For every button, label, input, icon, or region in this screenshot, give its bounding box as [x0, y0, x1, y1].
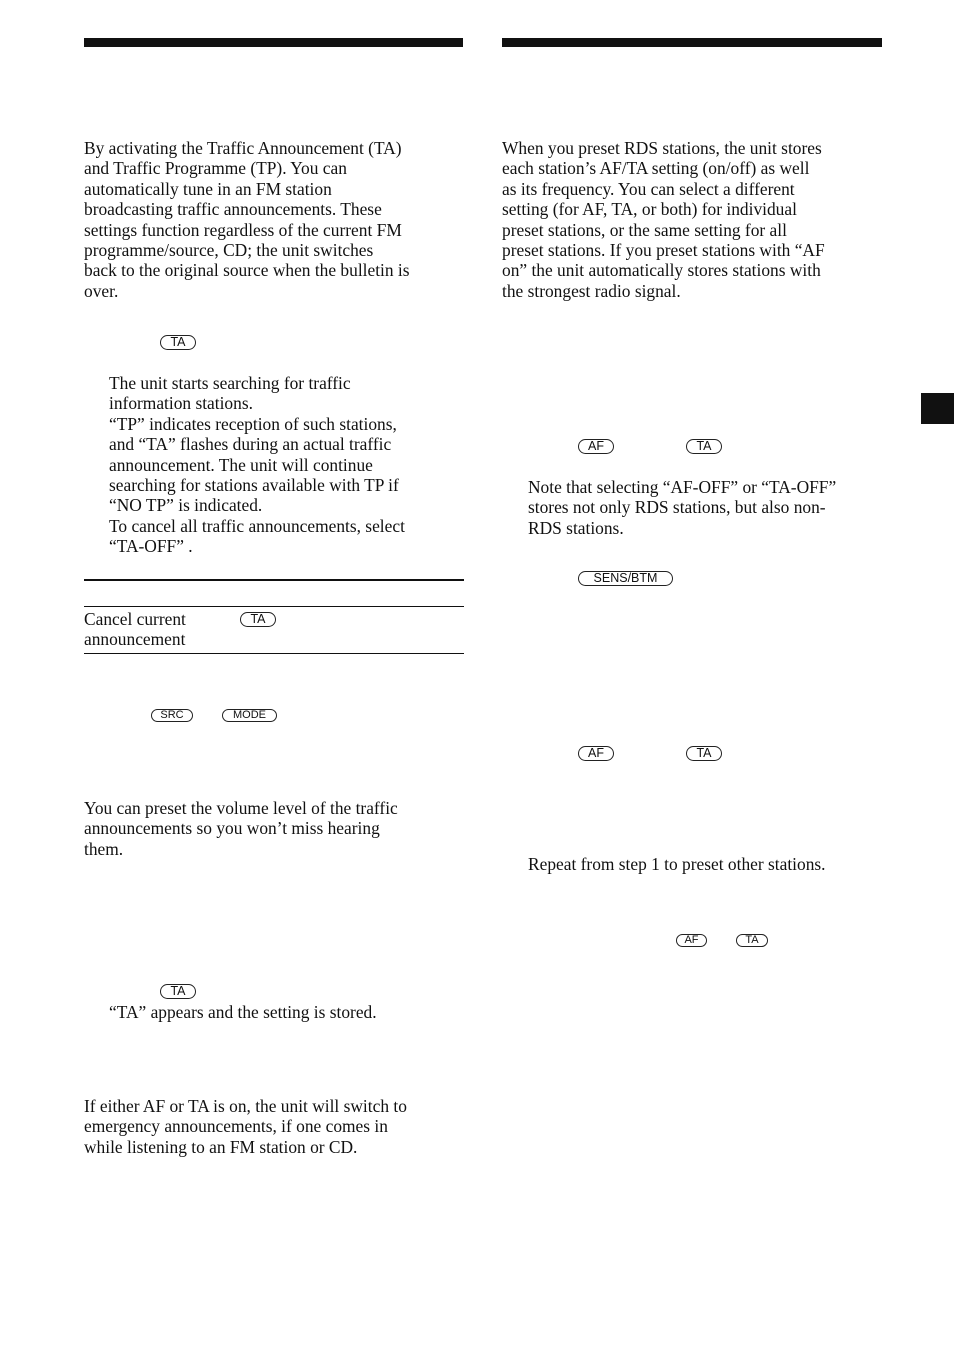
text-line: announcement. The unit will continue	[109, 454, 373, 475]
text-line: and “TA” flashes during an actual traffic	[109, 434, 392, 455]
af-button-icon: AF	[676, 934, 707, 947]
af-button-icon: AF	[578, 439, 614, 454]
text-line: searching for stations available with TP if	[109, 475, 399, 496]
right-heading-bar	[502, 38, 882, 47]
text-line: and Traffic Programme (TP). You can	[84, 158, 347, 179]
ta-button-icon: TA	[736, 934, 768, 947]
text-line: preset stations. If you preset stations with “AF	[502, 240, 825, 261]
text-line: “TA-OFF” .	[109, 536, 193, 557]
text-line: setting (for AF, TA, or both) for individual	[502, 199, 797, 220]
text-line: RDS stations.	[528, 517, 624, 538]
text-line: programme/source, CD; the unit switches	[84, 240, 374, 261]
text-line: To cancel all traffic announcements, select	[109, 515, 405, 536]
text-line: preset stations, or the same setting for all	[502, 219, 787, 240]
af-button-icon: AF	[578, 746, 614, 761]
text-line: back to the original source when the bulletin is	[84, 260, 410, 281]
chapter-tab	[921, 393, 954, 424]
text-line: emergency announcements, if one comes in	[84, 1116, 388, 1137]
text-line: “TP” indicates reception of such stations,	[109, 413, 397, 434]
left-heading-bar	[84, 38, 463, 47]
text-line: The unit starts searching for traffic	[109, 373, 351, 393]
text-line: the strongest radio signal.	[502, 280, 681, 301]
text-line: them.	[84, 838, 124, 859]
text-line: If either AF or TA is on, the unit will switch to	[84, 1096, 407, 1116]
text-line: over.	[84, 280, 119, 301]
text-line: automatically tune in an FM station	[84, 178, 332, 199]
ta-button-icon: TA	[160, 335, 196, 350]
left-intro-paragraph	[84, 138, 410, 301]
text-line: while listening to an FM station or CD.	[84, 1136, 358, 1157]
text-line: You can preset the volume level of the traffic	[84, 798, 398, 818]
table-header-rule	[84, 606, 464, 607]
right-note	[528, 477, 836, 538]
text-line: Note that selecting “AF-OFF” or “TA-OFF”	[528, 477, 837, 497]
text-line: “NO TP” is indicated.	[109, 495, 263, 516]
volume-intro-paragraph	[84, 798, 398, 859]
ta-button-icon: TA	[686, 439, 722, 454]
repeat-instruction	[528, 854, 826, 874]
mode-button-icon: MODE	[222, 709, 277, 722]
text-line: stores not only RDS stations, but also non-	[528, 497, 826, 518]
text-line: When you preset RDS stations, the unit stores	[502, 138, 822, 158]
text-line: each station’s AF/TA setting (on/off) as well	[502, 158, 810, 179]
ta-button-icon: TA	[686, 746, 722, 761]
text-line: Cancel current	[84, 609, 186, 629]
text-line: “TA” appears and the setting is stored.	[109, 1002, 377, 1022]
text-line: By activating the Traffic Announcement (TA)	[84, 138, 402, 158]
text-line: on” the unit automatically stores stations with	[502, 260, 821, 281]
text-line: Repeat from step 1 to preset other stations.	[528, 854, 826, 874]
text-line: settings function regardless of the current FM	[84, 219, 402, 240]
volume-result	[109, 1002, 377, 1022]
text-line: announcements so you won’t miss hearing	[84, 818, 380, 839]
text-line: broadcasting traffic announcements. These	[84, 199, 382, 220]
right-intro-paragraph	[502, 138, 825, 301]
left-step-result	[109, 373, 405, 557]
table-row-label	[84, 609, 186, 650]
sens-btm-button-icon: SENS/BTM	[578, 571, 673, 586]
ta-button-icon: TA	[160, 984, 196, 999]
src-button-icon: SRC	[151, 709, 193, 722]
emergency-paragraph	[84, 1096, 407, 1157]
text-line: as its frequency. You can select a different	[502, 178, 795, 199]
text-line: announcement	[84, 629, 186, 650]
ta-button-icon: TA	[240, 612, 276, 627]
table-top-rule	[84, 579, 464, 581]
text-line: information stations.	[109, 393, 253, 414]
table-bottom-rule	[84, 653, 464, 654]
